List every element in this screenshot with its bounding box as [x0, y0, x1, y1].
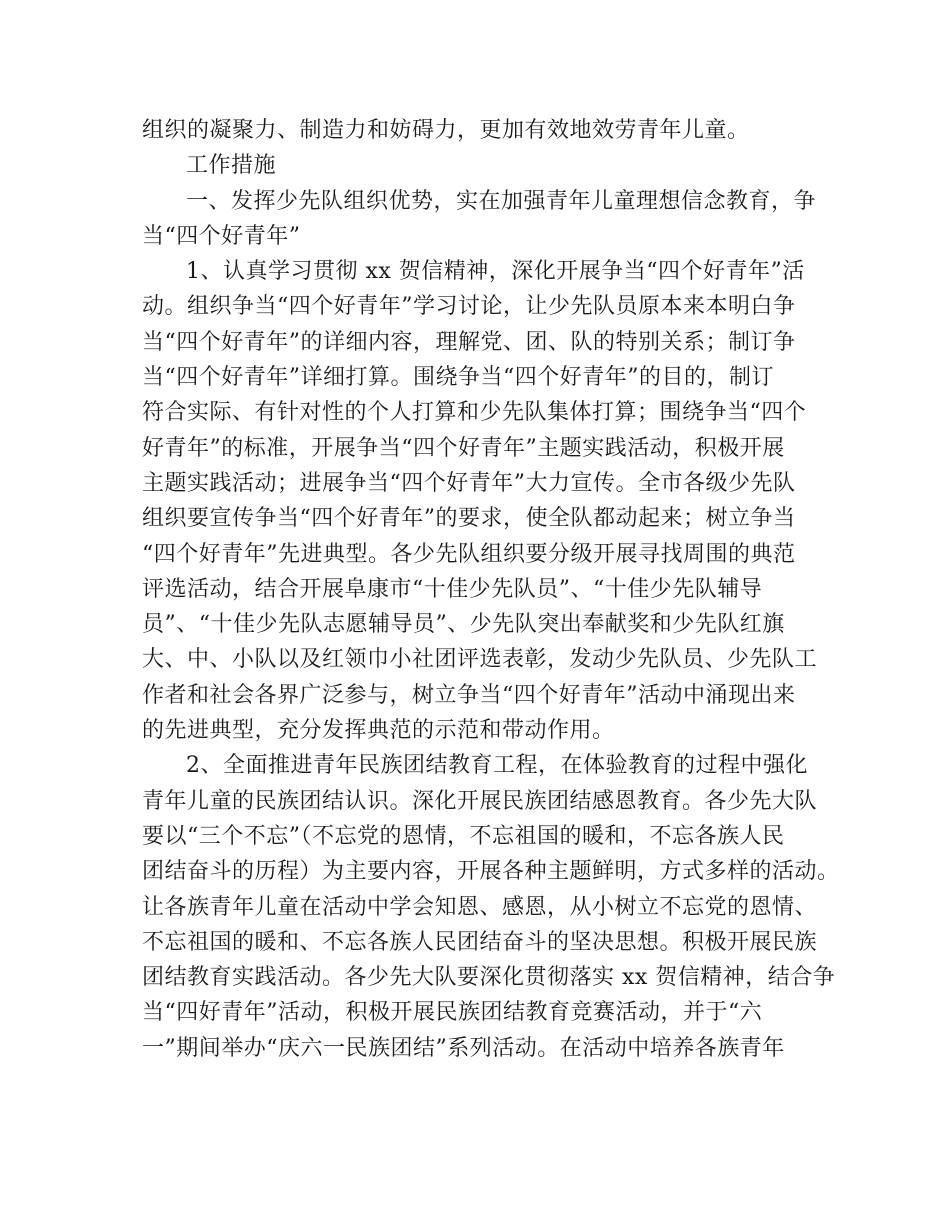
text-line: 一”期间举办“庆六一民族团结”系列活动。在活动中培养各族青年	[142, 1035, 785, 1061]
text-line: 2、全面推进青年民族团结教育工程，在体验教育的过程中强化	[186, 753, 808, 779]
document-body	[142, 113, 840, 1066]
text-line: 当“四个好青年”	[142, 223, 301, 249]
text-line: 一、发挥少先队组织优势，实在加强青年儿童理想信念教育，争	[186, 188, 817, 214]
text-line: 组织的凝聚力、制造力和妨碍力，更加有效地效劳青年儿童。	[142, 118, 750, 143]
text-line: 1、认真学习贯彻 xx 贺信精神，深化开展争当“四个好青年”活	[186, 259, 805, 285]
text-line: 不忘祖国的暖和、不忘各族人民团结奋斗的坚决思想。积极开展民族	[142, 929, 818, 955]
text-line: 青年儿童的民族团结认识。深化开展民族团结感恩教育。各少先大队	[142, 788, 818, 814]
section-heading: 工作措施	[186, 153, 277, 179]
text-line: 当“四好青年”活动，积极开展民族团结教育竞赛活动，并于“六	[142, 1000, 763, 1026]
text-line: 符合实际、有针对性的个人打算和少先队集体打算；围绕争当“四个	[142, 400, 807, 426]
text-line: 作者和社会各界广泛参与，树立争当“四个好青年”活动中涌现出来	[142, 682, 796, 708]
text-line: 团结奋斗的历程）为主要内容，开展各种主题鲜明，方式多样的活动。	[142, 859, 840, 885]
text-line: 的先进典型，充分发挥典范的示范和带动作用。	[142, 718, 615, 744]
text-line: 要以“三个不忘”（不忘党的恩情，不忘祖国的暖和，不忘各族人民	[142, 823, 785, 849]
text-line: “四个好青年”先进典型。各少先队组织要分级开展寻找周围的典范	[142, 541, 796, 567]
text-line: 组织要宣传争当“四个好青年”的要求，使全队都动起来；树立争当	[142, 506, 796, 532]
text-line: 让各族青年儿童在活动中学会知恩、感恩，从小树立不忘党的恩情、	[142, 894, 818, 920]
text-line: 评选活动，结合开展阜康市“十佳少先队员”、“十佳少先队辅导	[142, 576, 763, 602]
text-line: 主题实践活动；进展争当“四个好青年”大力宣传。全市各级少先队	[142, 470, 796, 496]
text-line: 好青年”的标准，开展争当“四个好青年”主题实践活动，积极开展	[142, 435, 785, 461]
text-line: 当“四个好青年”的详细内容，理解党、团、队的特别关系；制订争	[142, 329, 796, 355]
text-line: 动。组织争当“四个好青年”学习讨论，让少先队员原本来本明白争	[142, 294, 796, 320]
text-line: 大、中、小队以及红领巾小社团评选表彰，发动少先队员、少先队工	[142, 647, 818, 673]
text-line: 团结教育实践活动。各少先大队要深化贯彻落实 xx 贺信精神，结合争	[142, 965, 836, 991]
text-line: 员”、“十佳少先队志愿辅导员”、少先队突出奉献奖和少先队红旗	[142, 612, 785, 638]
text-line: 当“四个好青年”详细打算。围绕争当“四个好青年”的目的，制订	[142, 365, 774, 391]
